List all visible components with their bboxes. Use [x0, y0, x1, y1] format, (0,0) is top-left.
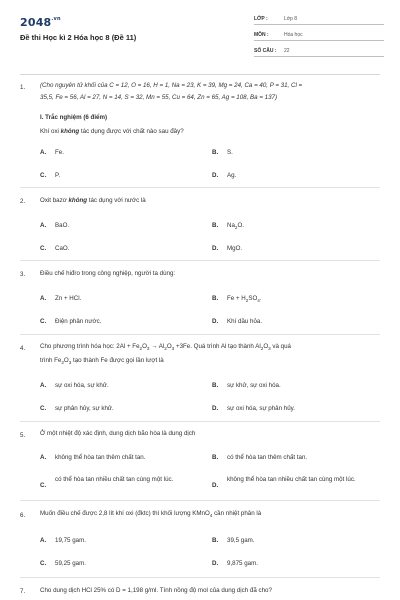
question-line — [40, 341, 385, 355]
question-divider — [20, 187, 380, 188]
option-text[interactable]: 59,25 gam. — [55, 560, 86, 567]
option-text[interactable]: S. — [227, 149, 233, 156]
question-number: 2. — [20, 198, 26, 205]
option-text[interactable]: sự oxi hóa, sự phân hủy. — [227, 405, 296, 412]
text-part: Oxit bazơ — [40, 197, 69, 204]
option-text[interactable]: Zn + HCl. — [55, 295, 82, 302]
option-letter: B. — [212, 222, 219, 229]
option-letter: B. — [212, 382, 219, 389]
text-part: +3Fe. Quá trình Al tạo thành Al — [174, 343, 261, 350]
option-text[interactable]: không thể hòa tan thêm chất tan. — [55, 454, 146, 461]
text-part: và quá — [270, 343, 291, 350]
question-text — [40, 126, 385, 138]
note-line: (Cho nguyên tử khối của C = 12, O = 16, H = 1, Na = 23, K = 39, Mg = 24, Ca = 40, P = 31, Cl = — [40, 82, 303, 89]
option-letter: D. — [212, 560, 219, 567]
option-text[interactable]: có thể hòa tan thêm chất tan. — [227, 454, 308, 461]
text-part: O — [142, 343, 147, 350]
question-divider — [20, 500, 380, 501]
text-part: Cho phương trình hóa học: 2Al + Fe — [40, 343, 140, 350]
emphasis: không — [60, 128, 80, 135]
question-text — [40, 508, 385, 522]
text-part: O — [166, 343, 172, 350]
option-letter: D. — [212, 405, 219, 412]
option-text[interactable]: BaO. — [55, 222, 70, 229]
formula-subscript: 3 — [68, 360, 72, 366]
formula-subscript: 2 — [61, 360, 64, 366]
formula-subscript: 3 — [171, 346, 175, 352]
option-text[interactable]: Khí dầu hỏa. — [227, 318, 263, 325]
option-letter: B. — [212, 295, 219, 302]
question-number: 6. — [20, 512, 26, 519]
question-divider — [20, 260, 380, 261]
question-number: 1. — [20, 84, 26, 91]
question-number: 5. — [20, 432, 26, 439]
option-text[interactable]: có thể hòa tan nhiều chất tan cùng một lúc. — [55, 476, 174, 483]
meta-row-class — [254, 12, 384, 25]
meta-value: Hóa học — [284, 32, 303, 38]
option-letter: A. — [40, 454, 47, 461]
option-letter: D. — [212, 482, 219, 489]
formula-subscript: 2 — [164, 346, 167, 352]
option-letter: A. — [40, 537, 47, 544]
option-letter: B. — [212, 454, 219, 461]
question-text: Điều chế hiđro trong công nghiệp, người ta dùng: — [40, 270, 176, 277]
option-text[interactable]: Fe. — [55, 149, 64, 156]
formula-subscript: 2 — [260, 346, 264, 352]
formula-part: SO — [248, 295, 258, 302]
formula-subscript: 2 — [245, 298, 249, 304]
meta-value: Lớp 8 — [284, 16, 298, 22]
option-text[interactable]: 19,75 gam. — [55, 537, 86, 544]
option-letter: C. — [40, 172, 47, 179]
section-heading: I. Trắc nghiệm (6 điểm) — [40, 114, 108, 121]
option-letter: A. — [40, 222, 47, 229]
meta-key: LỚP : — [254, 16, 268, 22]
option-letter: A. — [40, 295, 47, 302]
formula-part: Na — [227, 222, 235, 229]
option-letter: A. — [40, 382, 47, 389]
option-letter: A. — [40, 149, 47, 156]
option-letter: D. — [212, 172, 219, 179]
question-divider — [20, 334, 380, 335]
question-text — [40, 195, 385, 207]
option-text[interactable]: sự oxi hóa, sự khử. — [55, 382, 109, 389]
option-letter: C. — [40, 405, 47, 412]
text-part: tác dụng với nước là — [87, 197, 146, 204]
formula-subscript: 4 — [209, 513, 213, 519]
option-letter: C. — [40, 245, 47, 252]
question-text: Cho dung dịch HCl 25% có D = 1,198 g/ml. Tính nồng độ mol của dung dịch đã cho? — [40, 587, 272, 594]
question-number: 3. — [20, 271, 26, 278]
document-header — [0, 0, 400, 75]
meta-value: 22 — [284, 48, 290, 54]
document-title: Đề thi Học kì 2 Hóa học 8 (Đề 11) — [20, 33, 137, 42]
formula-subscript: 2 — [139, 346, 143, 352]
text-part: Khí oxi — [40, 128, 61, 135]
option-text[interactable]: sự phân hủy, sự khử. — [55, 405, 114, 412]
formula-part: Fe + H — [227, 295, 246, 302]
option-letter: C. — [40, 482, 47, 489]
emphasis: không — [68, 197, 88, 204]
option-text[interactable]: Ag. — [227, 172, 237, 179]
formula-part: . — [259, 295, 262, 302]
option-text[interactable]: không thể hòa tan nhiều chất tan cùng một lúc. — [227, 476, 356, 483]
option-letter: C. — [40, 560, 47, 567]
logo-main: 2048 — [20, 16, 52, 29]
option-letter: B. — [212, 537, 219, 544]
question-number: 7. — [20, 588, 26, 595]
option-letter: D. — [212, 318, 219, 325]
question-divider — [20, 577, 380, 578]
text-part: tạo thành Fe được gọi lần lượt là — [71, 357, 164, 365]
option-text[interactable] — [227, 222, 244, 230]
text-part: → Al — [149, 343, 165, 350]
meta-key: SỐ CÂU : — [254, 48, 277, 54]
option-letter: C. — [40, 318, 47, 325]
option-letter: D. — [212, 245, 219, 252]
option-text[interactable] — [227, 295, 262, 303]
text-part: Muốn điều chế được 2,8 lít khí oxi (đktc) thì khối lượng KMnO — [40, 510, 210, 517]
option-text[interactable]: 39,5 gam. — [227, 537, 255, 544]
option-text[interactable]: 9,875 gam. — [227, 560, 258, 567]
note-line: 35,5, Fe = 56, Al = 27, N = 14, S = 32, Mn = 55, Cu = 64, Zn = 65, Ag = 108, Ba = 137) — [40, 94, 278, 101]
text-part: O — [63, 357, 69, 365]
logo-suffix: .vn — [51, 16, 61, 22]
text-part: trình Fe — [40, 357, 62, 365]
option-text[interactable]: P. — [55, 172, 61, 179]
question-text: Ở một nhiệt độ xác định, dung dịch bão hòa là dung dịch — [40, 430, 196, 437]
meta-key: MÔN : — [254, 32, 269, 38]
text-part: tác dụng được với chất nào sau đây? — [79, 128, 184, 135]
option-text[interactable]: MgO. — [227, 245, 243, 252]
option-letter: B. — [212, 149, 219, 156]
header-divider — [20, 74, 380, 75]
option-text[interactable]: Điện phân nước. — [55, 318, 102, 325]
question-text — [40, 341, 385, 369]
text-part: cần nhiệt phân là — [212, 510, 262, 517]
meta-row-count — [254, 44, 384, 57]
formula-subscript: 2 — [234, 225, 238, 231]
option-text[interactable]: sự khử, sự oxi hóa. — [227, 382, 281, 389]
formula-part: O. — [237, 222, 245, 229]
question-divider — [20, 421, 380, 422]
formula-subscript: 3 — [146, 346, 150, 352]
formula-subscript: 4 — [257, 298, 260, 304]
question-line — [40, 355, 385, 369]
text-part: O — [263, 343, 269, 350]
meta-row-subject — [254, 28, 384, 41]
atomic-mass-note — [40, 80, 385, 104]
site-logo[interactable] — [20, 16, 61, 29]
formula-subscript: 3 — [268, 346, 271, 352]
option-text[interactable]: CaO. — [55, 245, 70, 252]
question-number: 4. — [20, 345, 26, 352]
